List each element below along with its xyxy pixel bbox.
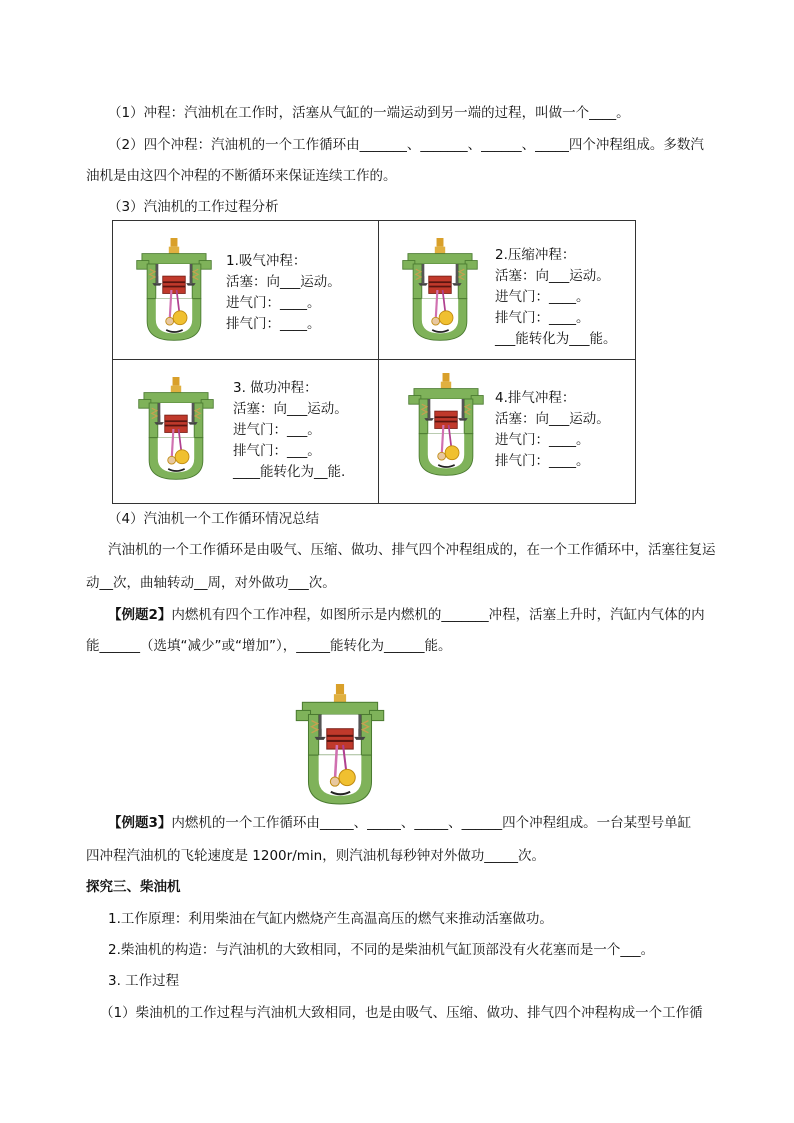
intro-paragraph-2a: （2）四个冲程：汽油机的一个工作循环由_______、_______、______、_____四个冲程组成。多数汽: [108, 137, 704, 153]
power-engine-image: [137, 374, 215, 484]
compression-exhaust-valve: 排气门：____。: [495, 310, 590, 326]
power-exhaust-valve: 排气门：___。: [233, 443, 321, 459]
example3-line-1: [108, 813, 691, 833]
example3-text-1: 内燃机的一个工作循环由_____、_____、_____、______四个冲程组成。一台某型号单缸: [171, 815, 692, 831]
compression-piston: 活塞：向___运动。: [495, 268, 610, 284]
exhaust-title: 4.排气冲程：: [495, 390, 576, 406]
exhaust-inlet-valve: 进气门：____。: [495, 432, 590, 448]
stroke-cell-exhaust: [379, 360, 637, 505]
power-energy: ____能转化为__能.: [233, 464, 346, 480]
summary-line-1: 汽油机的一个工作循环是由吸气、压缩、做功、排气四个冲程组成的，在一个工作循环中，活塞往复运: [108, 542, 716, 558]
exhaust-piston: 活塞：向___运动。: [495, 411, 610, 427]
power-title: 3. 做功冲程：: [233, 380, 318, 396]
intro-paragraph-2b: 油机是由这四个冲程的不断循环来保证连续工作的。: [86, 168, 397, 184]
power-piston: 活塞：向___运动。: [233, 401, 348, 417]
compression-engine-image: [401, 235, 479, 345]
example3-line-2: 四冲程汽油机的飞轮速度是 1200r/min，则汽油机每秒钟对外做功_____次。: [86, 848, 545, 864]
stroke-analysis-table: [112, 220, 636, 504]
example2-text-1: 内燃机有四个工作冲程，如图所示是内燃机的_______冲程，活塞上升时，汽缸内气体的内: [171, 607, 705, 623]
intake-exhaust-valve: 排气门：____。: [226, 316, 321, 332]
intro-paragraph-1: （1）冲程：汽油机在工作时，活塞从气缸的一端运动到另一端的过程，叫做一个____。: [108, 105, 630, 121]
power-inlet-valve: 进气门：___。: [233, 422, 321, 438]
example2-engine-image: [294, 684, 386, 806]
intake-piston: 活塞：向___运动。: [226, 274, 341, 290]
section3-item-2: 2.柴油机的构造：与汽油机的大致相同，不同的是柴油机气缸顶部没有火花塞而是一个___。: [108, 942, 655, 958]
exhaust-exhaust-valve: 排气门：____。: [495, 453, 590, 469]
section3-item-4: （1）柴油机的工作过程与汽油机大致相同，也是由吸气、压缩、做功、排气四个冲程构成一个工作循: [100, 1005, 703, 1021]
compression-title: 2.压缩冲程：: [495, 247, 576, 263]
section3-item-3: 3. 工作过程: [108, 973, 180, 989]
stroke-cell-power: [113, 360, 378, 505]
example2-line-2: 能______（选填“减少”或“增加”），_____能转化为______能。: [86, 638, 452, 654]
stroke-cell-intake: [113, 221, 378, 359]
intake-inlet-valve: 进气门：____。: [226, 295, 321, 311]
section3-item-1: 1.工作原理：利用柴油在气缸内燃烧产生高温高压的燃气来推动活塞做功。: [108, 911, 553, 927]
intake-engine-image: [135, 235, 213, 345]
example2-label: 【例题2】: [108, 607, 172, 623]
intake-title: 1.吸气冲程：: [226, 253, 307, 269]
summary-line-2: 动__次，曲轴转动__周，对外做功___次。: [86, 575, 336, 591]
example3-label: 【例题3】: [108, 815, 172, 831]
intro-paragraph-3: （3）汽油机的工作过程分析: [108, 199, 279, 215]
example2-line-1: [108, 605, 705, 625]
exhaust-engine-image: [407, 370, 485, 480]
section3-heading: 探究三、柴油机: [86, 879, 181, 895]
summary-heading: （4）汽油机一个工作循环情况总结: [108, 511, 320, 527]
stroke-cell-compression: [379, 221, 637, 359]
compression-inlet-valve: 进气门：____。: [495, 289, 590, 305]
compression-energy: ___能转化为___能。: [495, 331, 617, 347]
